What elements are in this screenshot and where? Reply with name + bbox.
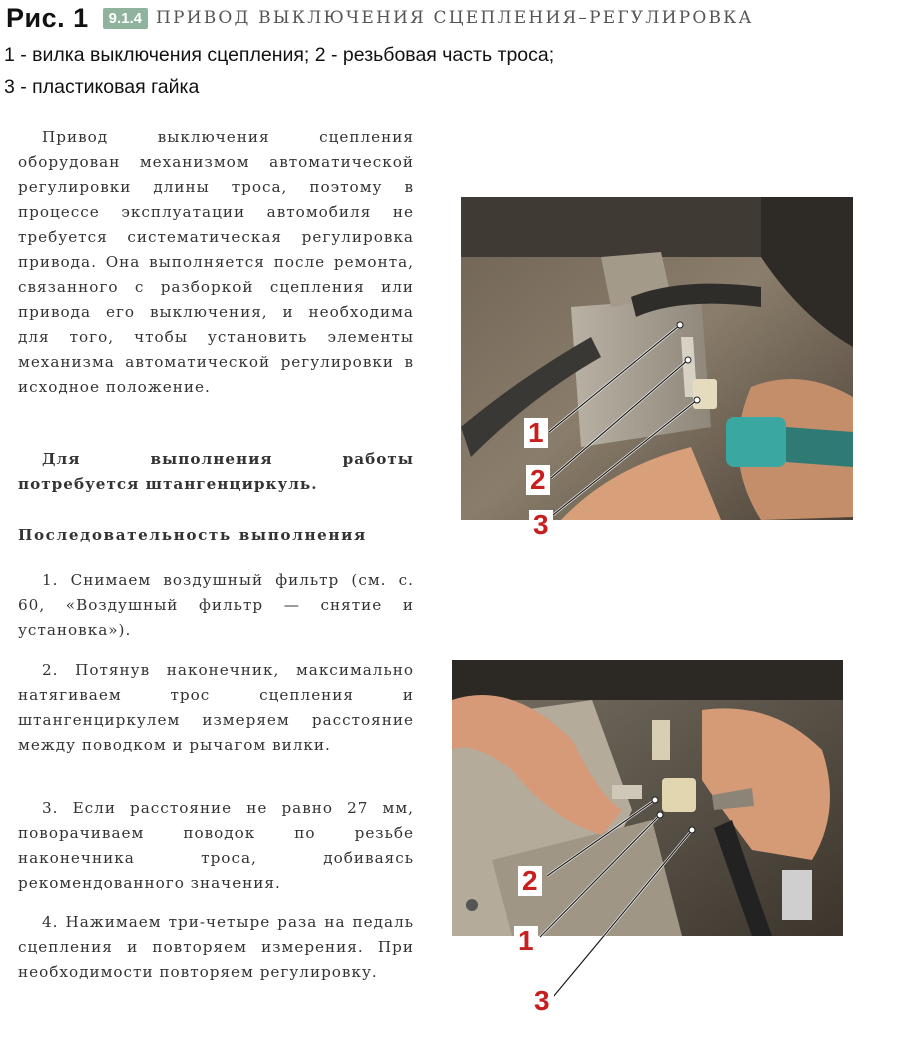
figure-label: Рис. 1	[6, 2, 89, 33]
step-4	[18, 910, 414, 985]
section-number-badge: 9.1.4	[103, 8, 148, 29]
tool-note-paragraph	[18, 447, 414, 497]
section-title: ПРИВОД ВЫКЛЮЧЕНИЯ СЦЕПЛЕНИЯ–РЕГУЛИРОВКА	[156, 8, 754, 28]
photo-clutch-fork-bottom	[452, 660, 843, 936]
figure-caption-line-1: 1 - вилка выключения сцепления; 2 - резьбовая часть троса;	[4, 44, 555, 66]
step-2-text: 2. Потянув наконечник, максимально натягиваем трос сцепления и штангенциркулем измеряем расстояние между поводком и рычагом вилки.	[18, 661, 414, 754]
step-1-text: 1. Снимаем воздушный фильтр (см. с. 60, «Воздушный фильтр — снятие и установка»).	[18, 571, 414, 639]
sequence-heading	[18, 523, 414, 548]
intro-paragraph	[18, 125, 414, 400]
tool-note-text: Для выполнения работы потребуется штангенциркуль.	[18, 450, 414, 493]
photo-1-callout-1: 1	[524, 418, 548, 448]
photo-2-illustration	[452, 660, 843, 936]
photo-1-illustration	[461, 197, 853, 520]
photo-clutch-fork-top	[461, 197, 853, 520]
step-3	[18, 796, 414, 896]
intro-text: Привод выключения сцепления оборудован механизмом автоматической регулировки длины троса, поэтому в процессе эксплуатации автомобиля не требуется систематическая регулировка привода. Она выполняется после ремонта, связанного с разборкой сцепления или привода его выключения, и необходима для того, чтобы установить элементы механизма автоматической регулировки в исходное положение.	[18, 128, 414, 396]
sequence-heading-text: Последовательность выполнения	[18, 526, 367, 544]
step-4-text: 4. Нажимаем три-четыре раза на педаль сцепления и повторяем измерения. При необходимости повторяем регулировку.	[18, 913, 414, 981]
step-2	[18, 658, 414, 758]
page-header	[6, 0, 754, 36]
photo-1-callout-3: 3	[529, 510, 553, 540]
figure-caption-line-2: 3 - пластиковая гайка	[4, 76, 200, 98]
photo-2-callout-2: 2	[518, 866, 542, 896]
photo-2-callout-1: 1	[514, 926, 538, 956]
step-3-text: 3. Если расстояние не равно 27 мм, поворачиваем поводок по резьбе наконечника троса, добиваясь рекомендованного значения.	[18, 799, 414, 892]
step-1	[18, 568, 414, 643]
photo-2-callout-3: 3	[530, 986, 554, 1016]
photo-1-callout-2: 2	[526, 465, 550, 495]
